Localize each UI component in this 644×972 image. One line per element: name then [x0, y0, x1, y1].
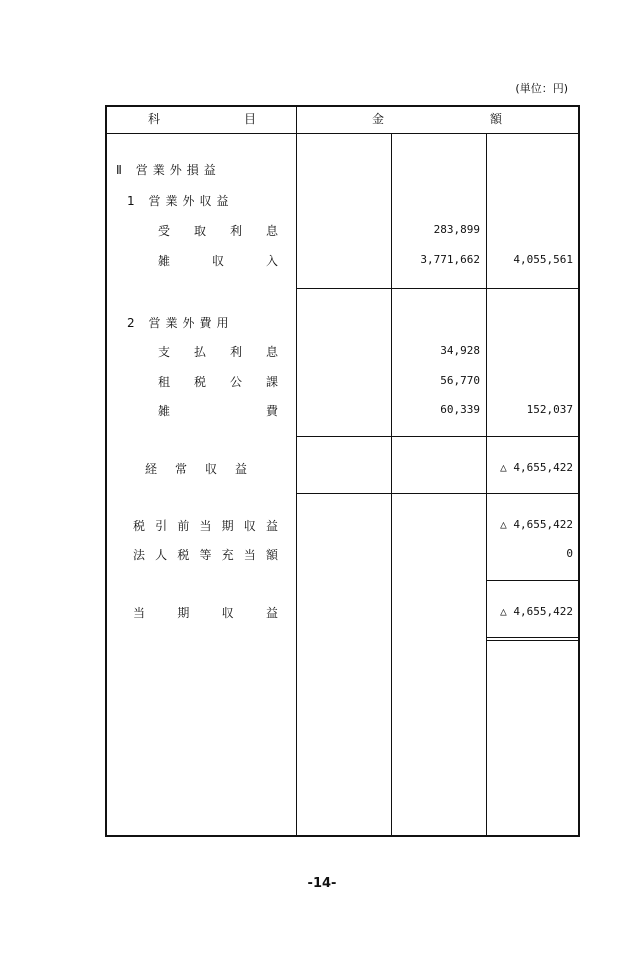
label-char: 額: [265, 548, 278, 562]
label-char: 税: [177, 548, 190, 562]
item-label: [133, 546, 278, 563]
header-amount-b: 額: [490, 112, 503, 126]
label-char: 等: [199, 548, 212, 562]
label-char: 人: [155, 548, 168, 562]
item-label: [158, 343, 278, 360]
net-value: △ 4,655,422: [500, 605, 573, 618]
group1-item-0-label: [158, 222, 278, 239]
label-char: 受: [158, 224, 171, 238]
page-number: -14-: [307, 876, 337, 891]
label-char: 益: [265, 519, 278, 533]
label-char: 税: [193, 375, 206, 389]
group2-item-2-amount: 60,339: [440, 403, 480, 416]
header-divider: [105, 133, 580, 134]
group2-item-1-label: [158, 373, 278, 390]
label-char: 益: [234, 462, 247, 476]
label-char: 公: [229, 375, 242, 389]
label-char: 支: [158, 345, 171, 359]
tax-label: [133, 546, 278, 563]
label-char: 雑: [158, 254, 171, 268]
label-char: 益: [265, 606, 278, 620]
header-subject-b: 目: [244, 112, 257, 126]
label-char: 収: [204, 462, 217, 476]
group2-item-0-amount: 34,928: [440, 344, 480, 357]
tax-value: 0: [566, 547, 573, 560]
group2-title: 2 営業外費用: [127, 316, 234, 330]
label-char: 入: [265, 254, 278, 268]
header-amount-a: 金: [372, 112, 385, 126]
column-divider-subject: [296, 105, 297, 837]
label-char: 前: [177, 519, 190, 533]
item-label: [133, 517, 278, 534]
row-divider: [296, 288, 580, 289]
item-label: [145, 460, 247, 477]
group1-title: 1 営業外収益: [127, 194, 234, 208]
label-char: 当: [199, 519, 212, 533]
label-char: 息: [265, 224, 278, 238]
ordinary-label: [145, 460, 247, 477]
group2-item-0-label: [158, 343, 278, 360]
pretax-value: △ 4,655,422: [500, 518, 573, 531]
ordinary-value: △ 4,655,422: [500, 461, 573, 474]
header-subject-a: 科: [148, 112, 161, 126]
label-char: 期: [177, 606, 190, 620]
label-char: 引: [155, 519, 168, 533]
group2-item-2-total: 152,037: [526, 403, 573, 416]
pretax-label: [133, 517, 278, 534]
label-char: 当: [243, 548, 256, 562]
section-title: Ⅱ 営業外損益: [116, 163, 221, 177]
label-char: 収: [243, 519, 256, 533]
label-char: 利: [229, 345, 242, 359]
group2-item-1-amount: 56,770: [440, 374, 480, 387]
label-char: 租: [158, 375, 171, 389]
row-divider: [486, 580, 580, 581]
label-char: 当: [133, 606, 146, 620]
double-rule-top: [486, 637, 580, 638]
label-char: 経: [145, 462, 158, 476]
group1-item-1-total: 4,055,561: [513, 253, 573, 266]
unit-label: (単位：円): [515, 82, 568, 95]
label-char: 税: [133, 519, 146, 533]
item-label: [158, 252, 278, 269]
net-label: [133, 604, 278, 621]
item-label: [158, 222, 278, 239]
row-divider: [296, 493, 580, 494]
label-char: 利: [229, 224, 242, 238]
column-divider-amount1: [391, 133, 392, 837]
group1-item-1-label: [158, 252, 278, 269]
label-char: 収: [211, 254, 224, 268]
item-label: [158, 402, 278, 419]
item-label: [158, 373, 278, 390]
column-divider-amount2: [486, 133, 487, 837]
row-divider: [296, 436, 580, 437]
label-char: 収: [221, 606, 234, 620]
label-char: 課: [265, 375, 278, 389]
label-char: 雑: [158, 404, 171, 418]
group2-item-2-label: [158, 402, 278, 419]
label-char: 期: [221, 519, 234, 533]
group1-item-0-amount: 283,899: [433, 223, 480, 236]
label-char: 息: [265, 345, 278, 359]
label-char: 取: [193, 224, 206, 238]
label-char: 法: [133, 548, 146, 562]
item-label: [133, 604, 278, 621]
label-char: 充: [221, 548, 234, 562]
double-rule-bottom: [486, 640, 580, 641]
group1-item-1-amount: 3,771,662: [420, 253, 480, 266]
label-char: 費: [265, 404, 278, 418]
label-char: 払: [193, 345, 206, 359]
label-char: 常: [174, 462, 187, 476]
